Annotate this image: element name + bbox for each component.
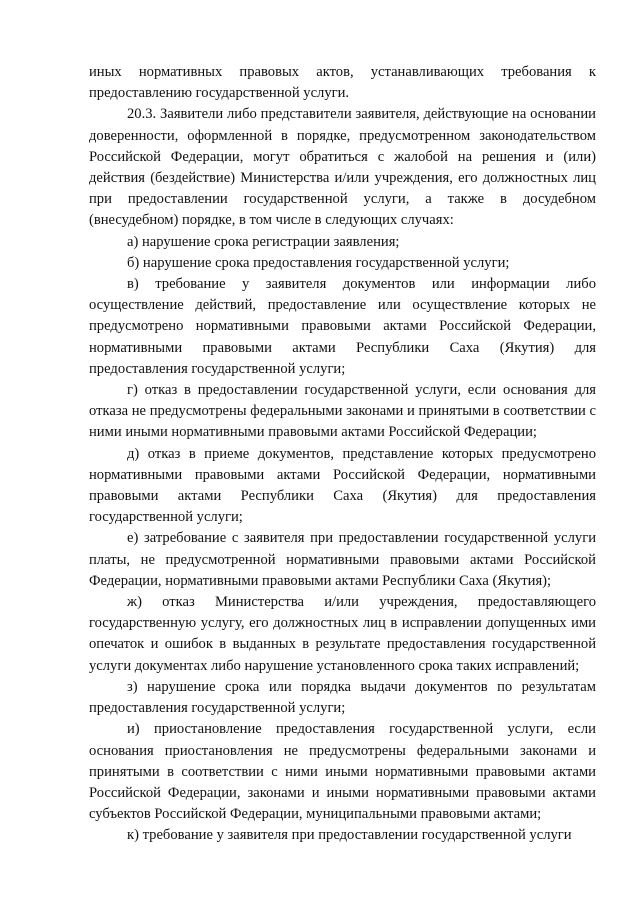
list-item-z: з) нарушение срока или порядка выдачи документов по результатам предоставления государственной услуги; — [89, 678, 596, 717]
document-page — [89, 62, 596, 847]
list-item-a: а) нарушение срока регистрации заявления; — [127, 233, 400, 250]
list-item-g: г) отказ в предоставлении государственной услуги, если основания для отказа не предусмотрены федеральными законами и принятыми в соответствии с ними иными нормативными правовыми актами Российской Федерации; — [89, 382, 596, 441]
list-item-d: д) отказ в приеме документов, представление которых предусмотрено нормативными правовыми актами Российской Федерации, нормативными правовыми актами Республики Саха (Якутия) для предоставления государственной услуги; — [89, 445, 596, 526]
list-item-b: б) нарушение срока предоставления государственной услуги; — [127, 254, 510, 271]
list-item-k: к) требование у заявителя при предоставлении государственной услуги — [127, 827, 572, 844]
list-item-i: и) приостановление предоставления государственной услуги, если основания приостановления не предусмотрены федеральными законами и принятыми в соответствии с ними иными нормативными правовыми актами Российской Федерации, законами и иными нормативными правовыми актами субъектов Российской Федерации, муниципальными правовыми актами; — [89, 721, 596, 823]
list-item-e: е) затребование с заявителя при предоставлении государственной услуги платы, не предусмотренной нормативными правовыми актами Российской Федерации, нормативными правовыми актами Республики Саха (Якутия); — [89, 530, 596, 589]
list-item-v: в) требование у заявителя документов или информации либо осуществление действий, предоставление или осуществление которых не предусмотрено нормативными правовыми актами Российской Федерации, нормативными правовыми актами Республики Саха (Якутия) для предоставления государственной услуги; — [89, 276, 596, 377]
paragraph-20-3: 20.3. Заявители либо представители заявителя, действующие на основании доверенности, оформленной в порядке, предусмотренном законодательством Российской Федерации, могут обратиться с жалобой на решения и (или) действия (бездействие) Министерства и/или учреждения, его должностных лиц при предоставлении государственной услуги, а также в досудебном (внесудебном) порядке, в том числе в следующих случаях: — [89, 106, 596, 229]
list-item-zh: ж) отказ Министерства и/или учреждения, предоставляющего государственную услугу, его должностных лиц в исправлении допущенных ими опечаток и ошибок в выданных в результате предоставления государственной услуги документах либо нарушение установленного срока таких исправлений; — [89, 594, 596, 674]
paragraph-continuation: иных нормативных правовых актов, устанавливающих требования к предоставлению государственной услуги. — [89, 64, 596, 102]
